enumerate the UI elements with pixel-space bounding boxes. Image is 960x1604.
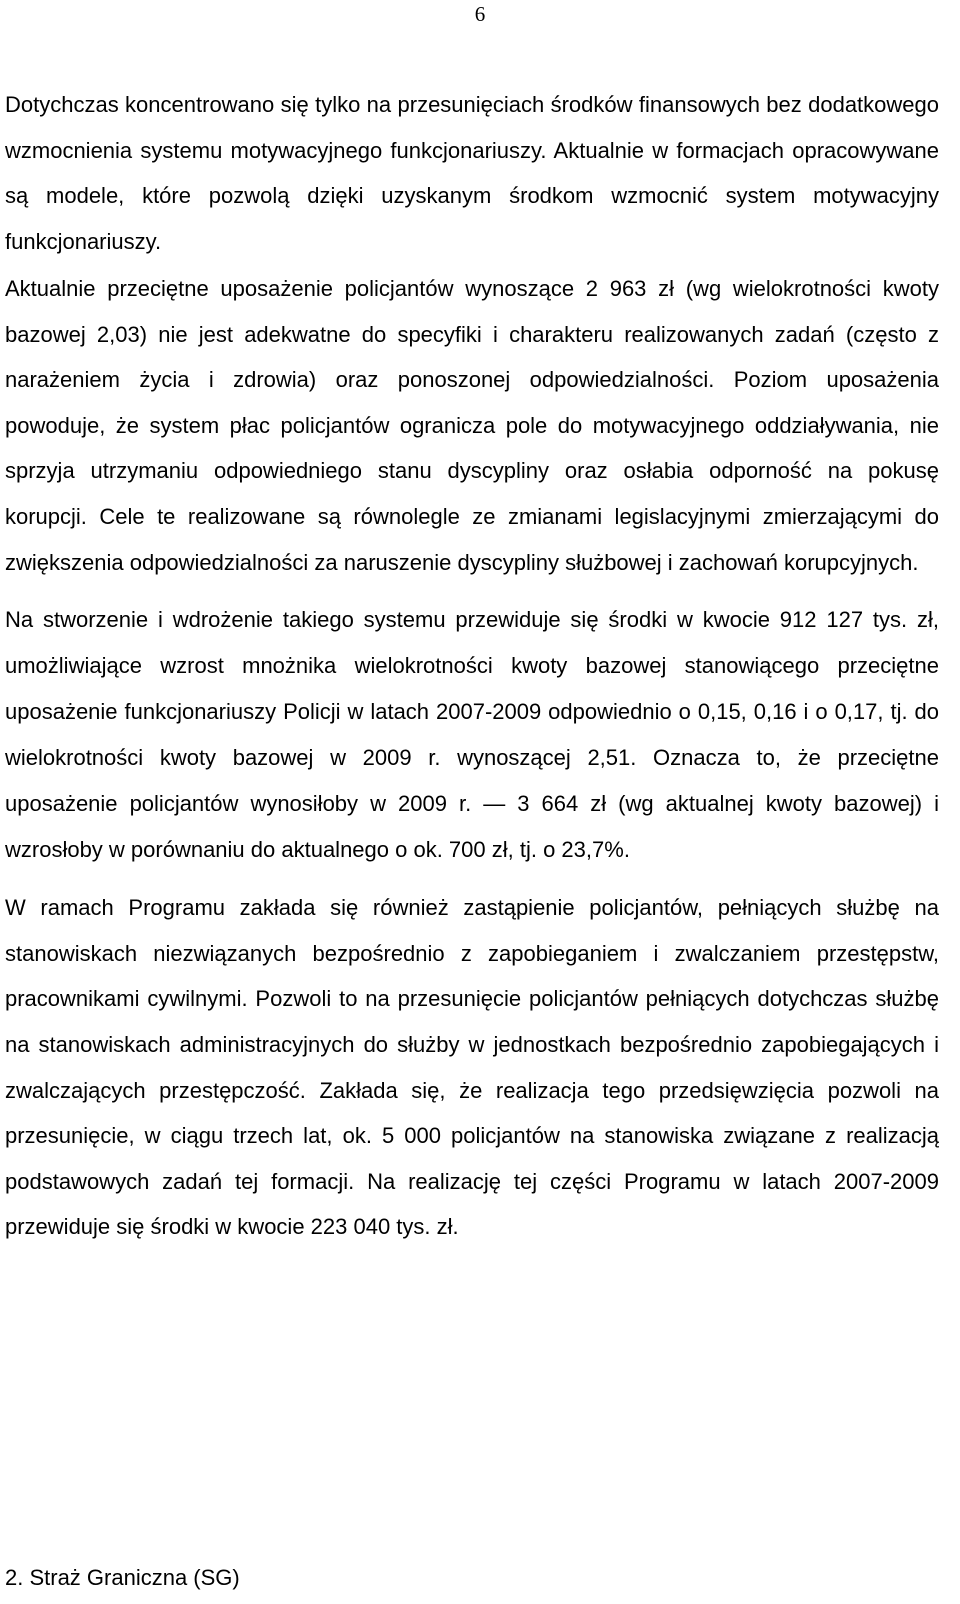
section-heading: 2. Straż Graniczna (SG) [5, 1565, 240, 1590]
paragraph-motivation-system: Dotychczas koncentrowano się tylko na przesunięciach środków finansowych bez dodatkowego wzmocnienia systemu motywacyjnego funkcjonariuszy. Aktualnie w formacjach opracowywane są modele, które pozwolą dzięki uzyskanym środkom wzmocnić system motywacyjny funkcjonariuszy. [5, 92, 939, 254]
document-body [5, 82, 939, 1250]
paragraph-civilian-replacement: W ramach Programu zakłada się również zastąpienie policjantów, pełniących służbę na stanowiskach niezwiązanych bezpośrednio z zapobieganiem i zwalczaniem przestępstw, pracownikami cywilnymi. Pozwoli to na przesunięcie policjantów pełniących dotychczas służbę na stanowiskach administracyjnych do służby w jednostkach bezpośrednio zapobiegających i zwalczających przestępczość. Zakłada się, że realizacja tego przedsięwzięcia pozwoli na przesunięcie, w ciągu trzech lat, ok. 5 000 policjantów na stanowiska związane z realizacją podstawowych zadań tej formacji. Na realizację tej części Programu w latach 2007-2009 przewiduje się środki w kwocie 223 040 tys. zł. [5, 895, 939, 1240]
page-number: 6 [474, 2, 486, 26]
paragraph-average-salary: Aktualnie przeciętne uposażenie policjantów wynoszące 2 963 zł (wg wielokrotności kwoty bazowej 2,03) nie jest adekwatne do specyfiki i charakteru realizowanych zadań (często z narażeniem życia i zdrowia) oraz ponoszonej odpowiedzialności. Poziom uposażenia powoduje, że system płac policjantów ogranicza pole do motywacyjnego oddziaływania, nie sprzyja utrzymaniu odpowiedniego stanu dyscypliny oraz osłabia odporność na pokusę korupcji. Cele te realizowane są równolegle ze zmianami legislacyjnymi zmierzającymi do zwiększenia odpowiedzialności za naruszenie dyscypliny służbowej i zachowań korupcyjnych. [5, 276, 939, 575]
paragraph-funding-salary-increase: Na stworzenie i wdrożenie takiego systemu przewiduje się środki w kwocie 912 127 tys. zł, umożliwiające wzrost mnożnika wielokrotności kwoty bazowej stanowiącego przeciętne uposażenie funkcjonariuszy Policji w latach 2007-2009 odpowiednio o 0,15, 0,16 i o 0,17, tj. do wielokrotności kwoty bazowej w 2009 r. wynoszącej 2,51. Oznacza to, że przeciętne uposażenie policjantów wynosiłoby w 2009 r. — 3 664 zł (wg aktualnej kwoty bazowej) i wzrosłoby w porównaniu do aktualnego o ok. 700 zł, tj. o 23,7%. [5, 607, 939, 863]
